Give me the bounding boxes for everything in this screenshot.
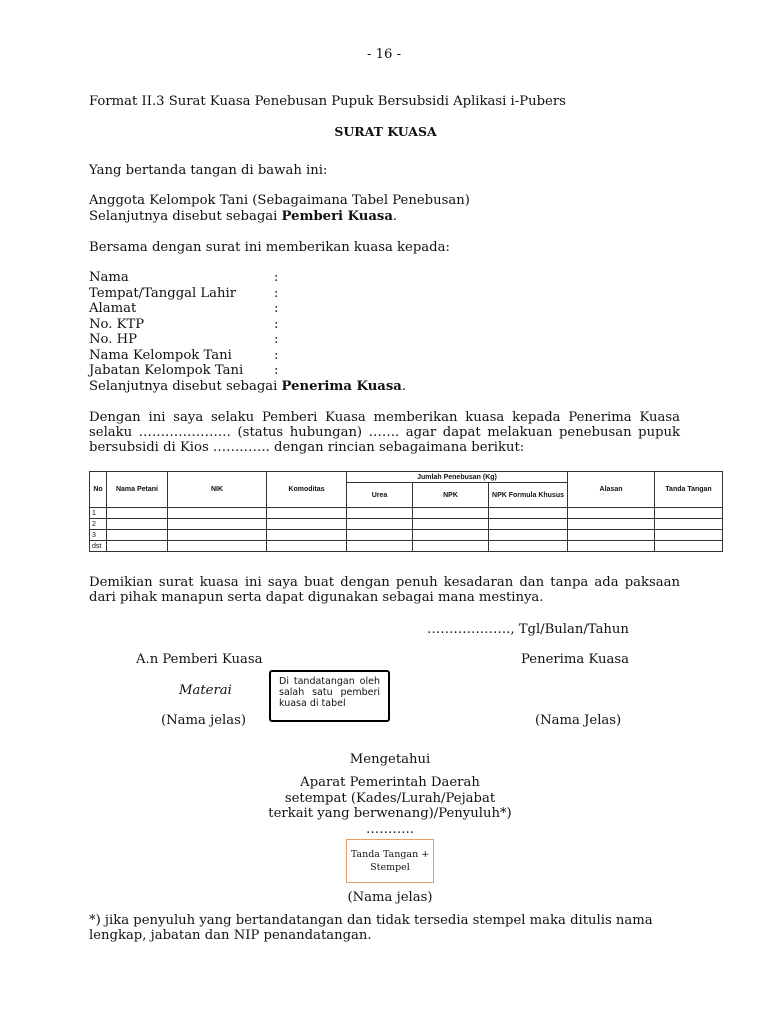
grantor-called — [89, 209, 397, 224]
grantor-called-suffix: . — [392, 209, 398, 224]
footnote: *) jika penyuluh yang bertandatangan dan tidak tersedia stempel maka ditulis nama lengkap, jabatan dan NIP penandatangan. — [89, 913, 653, 943]
field-colon: : — [274, 317, 279, 332]
col-header-nik: NIK — [168, 472, 267, 508]
document-title: SURAT KUASA — [334, 124, 437, 139]
grantee-called — [89, 379, 406, 394]
mengetahui-label: Mengetahui — [349, 752, 431, 767]
grant-intro: Bersama dengan surat ini memberikan kuasa kepada: — [89, 240, 450, 255]
right-sign-name: (Nama Jelas) — [535, 713, 622, 728]
table-row — [90, 508, 723, 519]
field-label: Jabatan Kelompok Tani — [89, 363, 244, 378]
field-label: Tempat/Tanggal Lahir — [89, 286, 237, 301]
grantee-called-bold: Penerima Kuasa — [281, 379, 402, 394]
col-header-npk: NPK — [413, 483, 489, 508]
field-label: Alamat — [89, 301, 137, 316]
row-number: 1 — [90, 508, 107, 519]
left-sign-title: A.n Pemberi Kuasa — [136, 652, 263, 667]
official-line-1: Aparat Pemerintah Daerah — [300, 775, 480, 790]
col-header-tanda-tangan: Tanda Tangan — [655, 472, 723, 508]
grantor-called-bold: Pemberi Kuasa — [281, 209, 393, 224]
field-colon: : — [274, 301, 279, 316]
col-header-urea: Urea — [347, 483, 413, 508]
col-header-alasan: Alasan — [568, 472, 655, 508]
table-row — [90, 519, 723, 530]
grantor-called-prefix: Selanjutnya disebut sebagai — [89, 209, 282, 224]
col-header-nama-petani: Nama Petani — [107, 472, 168, 508]
row-number: dst — [90, 541, 107, 552]
date-line: ………………., Tgl/Bulan/Tahun — [427, 622, 629, 637]
table-row — [90, 541, 723, 552]
col-header-no: No — [90, 472, 107, 508]
official-line-2: setempat (Kades/Lurah/Pejabat — [284, 791, 496, 806]
stamp-text-line-2: Stempel — [370, 862, 410, 873]
grantor-line: Anggota Kelompok Tani (Sebagaimana Tabel Penebusan) — [89, 193, 470, 208]
closing-paragraph: Demikian surat kuasa ini saya buat dengan penuh kesadaran dan tanpa ada paksaan dari pihak manapun serta dapat digunakan sebagai mana mestinya. — [89, 575, 680, 605]
field-colon: : — [274, 286, 279, 301]
row-number: 3 — [90, 530, 107, 541]
field-colon: : — [274, 363, 279, 378]
col-header-npk-khusus: NPK Formula Khusus — [489, 483, 568, 508]
left-sign-name: (Nama jelas) — [161, 713, 246, 728]
field-colon: : — [274, 348, 279, 363]
col-header-jumlah-penebusan: Jumlah Penebusan (Kg) — [347, 472, 568, 483]
field-colon: : — [274, 332, 279, 347]
materai-label: Materai — [179, 683, 232, 698]
official-line-3: terkait yang berwenang)/Penyuluh*) — [268, 806, 512, 821]
field-label: No. HP — [89, 332, 138, 347]
field-label: No. KTP — [89, 317, 145, 332]
official-line-4: ……….. — [366, 822, 414, 837]
stamp-box — [346, 839, 434, 883]
signature-note-box: Di tandatangan oleh salah satu pemberi kuasa di tabel — [269, 670, 390, 722]
field-label: Nama Kelompok Tani — [89, 348, 232, 363]
format-title: Format II.3 Surat Kuasa Penebusan Pupuk Bersubsidi Aplikasi i-Pubers — [89, 94, 566, 109]
right-sign-title: Penerima Kuasa — [521, 652, 630, 667]
page-number: - 16 - — [366, 47, 402, 62]
table-row — [90, 530, 723, 541]
grantee-called-suffix: . — [401, 379, 407, 394]
redemption-table — [89, 471, 723, 552]
col-header-komoditas: Komoditas — [267, 472, 347, 508]
body-paragraph: Dengan ini saya selaku Pemberi Kuasa memberikan kuasa kepada Penerima Kuasa selaku ………………… (status hubungan) ……. agar dapat melakuan penebusan pupuk bersubsidi di Kios …………. dengan rincian sebagaimana berikut: — [89, 410, 680, 455]
field-label: Nama — [89, 270, 129, 285]
official-name: (Nama jelas) — [347, 890, 433, 905]
field-colon: : — [274, 270, 279, 285]
grantee-called-prefix: Selanjutnya disebut sebagai — [89, 379, 282, 394]
intro-text: Yang bertanda tangan di bawah ini: — [89, 163, 328, 178]
row-number: 2 — [90, 519, 107, 530]
stamp-text-line-1: Tanda Tangan + — [350, 849, 430, 860]
